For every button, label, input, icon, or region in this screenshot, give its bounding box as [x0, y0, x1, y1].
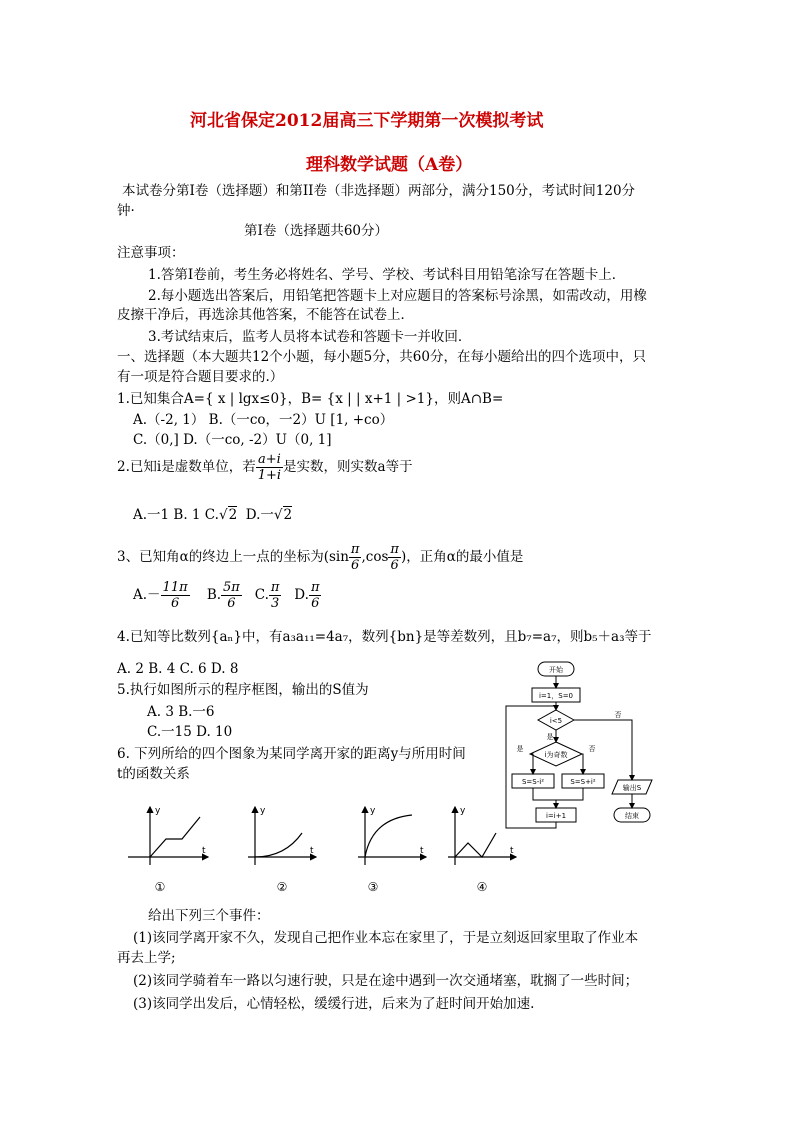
- question-5-options-cd: C.一15 D. 10: [147, 724, 233, 740]
- note-3: 3.考试结束后，监考人员将本试卷和答题卡一并收回．: [148, 329, 472, 345]
- intro-line-1: 本试卷分第I卷（选择题）和第II卷（非选择题）两部分，满分150分，考试时间120分: [122, 183, 636, 199]
- note-2-line-1: 2.每小题选出答案后，用铅笔把答题卡上对应题目的答案标号涂黑，如需改动，用橡: [148, 288, 647, 304]
- graph-4-t: t: [510, 846, 514, 856]
- graph-3-t: t: [420, 846, 424, 856]
- flow-cond-label: i<5: [549, 717, 563, 725]
- question-2-fraction: $\frac{a+i}{1+i}$: [257, 452, 282, 483]
- question-1: 1.已知集合A={ x | lgx≤0}，B= {x | | x+1 | >1}，则A∩B=: [117, 391, 504, 407]
- event-2: (2)该同学骑着车一路以匀速行驶，只是在途中遇到一次交通堵塞，耽搁了一些时间；: [133, 973, 639, 989]
- graph-1-label: ①: [154, 880, 166, 894]
- flow-start-label: 开始: [549, 666, 563, 674]
- graph-2-label: ②: [276, 880, 288, 894]
- graph-3-curve: [365, 815, 412, 857]
- note-1: 1.答第I卷前，考生务必将姓名、学号、学校、考试科目用铅笔涂写在答题卡上．: [148, 267, 626, 283]
- flow-left-label: S=S-i²: [521, 778, 545, 786]
- question-1-options-ab: A.（-2, 1） B.（一co，一2）U [1, +co）: [133, 412, 394, 428]
- intro-line-2: 钟·: [117, 203, 135, 219]
- graph-2-t: t: [310, 846, 314, 856]
- page-title: 河北省保定2012届高三下学期第一次模拟考试: [190, 111, 544, 131]
- question-2-text-end: 是实数，则实数a等于: [283, 459, 413, 475]
- question-6-line-2: t的函数关系: [117, 766, 190, 782]
- graph-3-label: ③: [367, 880, 379, 894]
- question-3: 3、已知角α的终边上一点的坐标为(sin $\frac{\pi}{6}$ ,cos $\frac{\pi}{6}$ )，正角α的最小值是: [117, 542, 524, 573]
- flow-end-label: 结束: [625, 812, 639, 820]
- graphs: [120, 795, 520, 900]
- graph-3-y: y: [370, 806, 376, 816]
- question-2: [117, 452, 413, 483]
- page-subtitle: 理科数学试题（A卷）: [306, 155, 473, 175]
- flow-yes-label-2: 是: [516, 745, 524, 753]
- flow-no-label-1: 否: [614, 711, 622, 719]
- flow-init-label: i=1，S=0: [538, 692, 574, 700]
- events-heading: 给出下列三个事件：: [148, 908, 270, 924]
- part1-line-2: 有一项是符合题目要求的.）: [117, 369, 284, 385]
- graph-1-t: t: [202, 846, 206, 856]
- graph-4-curve: [455, 833, 496, 857]
- question-1-options-cd: C.（0,] D.（一co, -2）U（0, 1]: [133, 432, 332, 448]
- flow-no-label-2: 否: [588, 745, 596, 753]
- event-1-line-1: (1)该同学离开家不久，发现自己把作业本忘在家里了，于是立刻返回家里取了作业本: [133, 930, 639, 946]
- question-5: 5.执行如图所示的程序框图，输出的S值为: [117, 682, 369, 698]
- flow-right-label: S=S+i²: [570, 778, 596, 786]
- question-2-options: A.一1 B. 1 C.√2 D.一√2: [133, 507, 293, 523]
- question-5-options-ab: A. 3 B.一6: [147, 704, 215, 720]
- graph-1-y: y: [155, 806, 161, 816]
- flowchart: [500, 658, 680, 834]
- graph-2-curve: [255, 833, 302, 857]
- flow-output-label: 输出S: [622, 784, 642, 792]
- flow-odd-label: i为奇数: [544, 751, 568, 759]
- graph-4-label: ④: [476, 880, 488, 894]
- part1-line-1: 一、选择题（本大题共12个小题，每小题5分，共60分，在每小题给出的四个选项中，只: [117, 349, 646, 365]
- flow-yes-label-1: 是: [546, 733, 554, 741]
- question-4-options: A. 2 B. 4 C. 6 D. 8: [117, 661, 239, 677]
- flow-inc-label: i=i+1: [545, 812, 567, 820]
- question-6-line-1: 6. 下列所给的四个图象为某同学离开家的距离y与所用时间: [117, 746, 466, 762]
- note-2-line-2: 皮擦干净后，再选涂其他答案，不能答在试卷上．: [117, 307, 414, 323]
- question-2-text: 2.已知i是虚数单位，若: [117, 459, 256, 475]
- event-3: (3)该同学出发后，心情轻松，缓缓行进，后来为了赶时间开始加速.: [133, 996, 535, 1012]
- event-1-line-2: 再去上学;: [117, 950, 176, 966]
- question-3-options: A.－ $\frac{11\pi}{6}$ B. $\frac{5\pi}{6}$ C. $\frac{\pi}{3}$ D. $\frac{\pi}{6}$: [133, 580, 320, 611]
- graph-1-curve: [150, 817, 200, 857]
- graph-4-y: y: [460, 806, 466, 816]
- graph-2-y: y: [260, 806, 266, 816]
- notes-heading: 注意事项：: [117, 245, 185, 261]
- question-4: 4.已知等比数列{aₙ}中，有a₃a₁₁=4a₇，数列{bn}是等差数列，且b₇=a₇，则b₅＋a₃等于: [117, 629, 652, 645]
- section-title: 第I卷（选择题共60分）: [244, 223, 389, 239]
